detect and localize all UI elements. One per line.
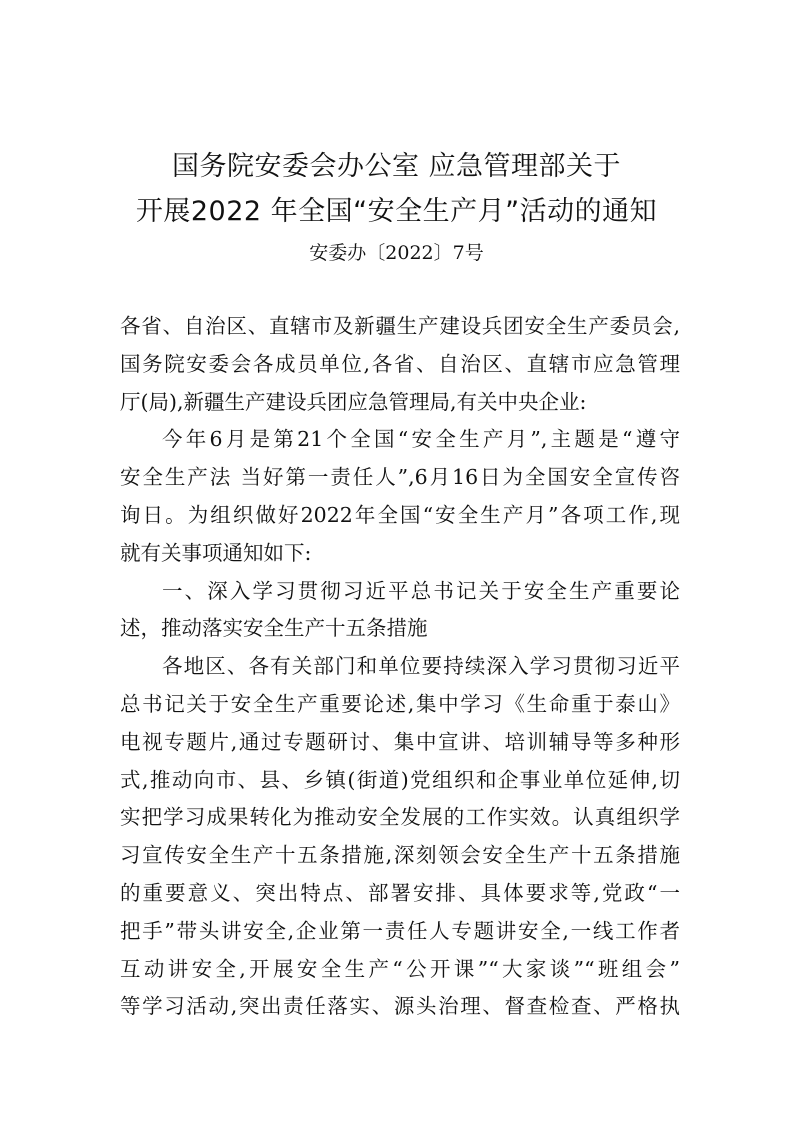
body-text-line: 的重要意义、突出特点、部署安排、具体要求等,党政“一 — [120, 881, 680, 905]
body-text-line: 一、深入学习贯彻习近平总书记关于安全生产重要论 — [162, 578, 680, 603]
body-text-line: 各地区、各有关部门和单位要持续深入学习贯彻习近平 — [162, 654, 680, 679]
body-text-line: 今年6月是第21个全国“安全生产月”,主题是“遵守 — [162, 427, 680, 452]
body-text-line: 等学习活动,突出责任落实、源头治理、督查检查、严格执 — [120, 994, 680, 1019]
document-number: 安委办〔2022〕7号 — [309, 242, 484, 264]
body-text-line: 把手”带头讲安全,企业第一责任人专题讲安全,一线工作者 — [120, 918, 680, 943]
body-text-line: 就有关事项通知如下: — [120, 540, 312, 565]
body-text-line: 各省、自治区、直辖市及新疆生产建设兵团安全生产委员会, — [120, 314, 680, 338]
body-text-line: 厅(局),新疆生产建设兵团应急管理局,有关中央企业: — [120, 389, 587, 414]
body-text-line: 安全生产法 当好第一责任人”,6月16日为全国安全宣传咨 — [120, 465, 680, 490]
body-text-line: 国务院安委会各成员单位,各省、自治区、直辖市应急管理 — [120, 351, 680, 376]
body-text-line: 总书记关于安全生产重要论述,集中学习《生命重于泰山》 — [120, 692, 680, 716]
body-text-line: 电视专题片,通过专题研讨、集中宣讲、培训辅导等多种形 — [120, 729, 680, 754]
body-text-line: 习宣传安全生产十五条措施,深刻领会安全生产十五条措施 — [120, 843, 680, 868]
body-text-line: 询日。为组织做好2022年全国“安全生产月”各项工作,现 — [120, 503, 680, 527]
body-text-line: 实把学习成果转化为推动安全发展的工作实效。认真组织学 — [120, 805, 680, 830]
document-title-line-1: 国务院安委会办公室 应急管理部关于 — [171, 151, 622, 182]
body-text-line: 式,推动向市、县、乡镇(街道)党组织和企事业单位延伸,切 — [120, 767, 680, 792]
document-title-line-2: 开展2022 年全国“安全生产月”活动的通知 — [135, 196, 658, 227]
body-text-line: 互动讲安全,开展安全生产“公开课”“大家谈”“班组会” — [120, 956, 680, 981]
body-text-line: 述，推动落实安全生产十五条措施 — [120, 616, 428, 641]
